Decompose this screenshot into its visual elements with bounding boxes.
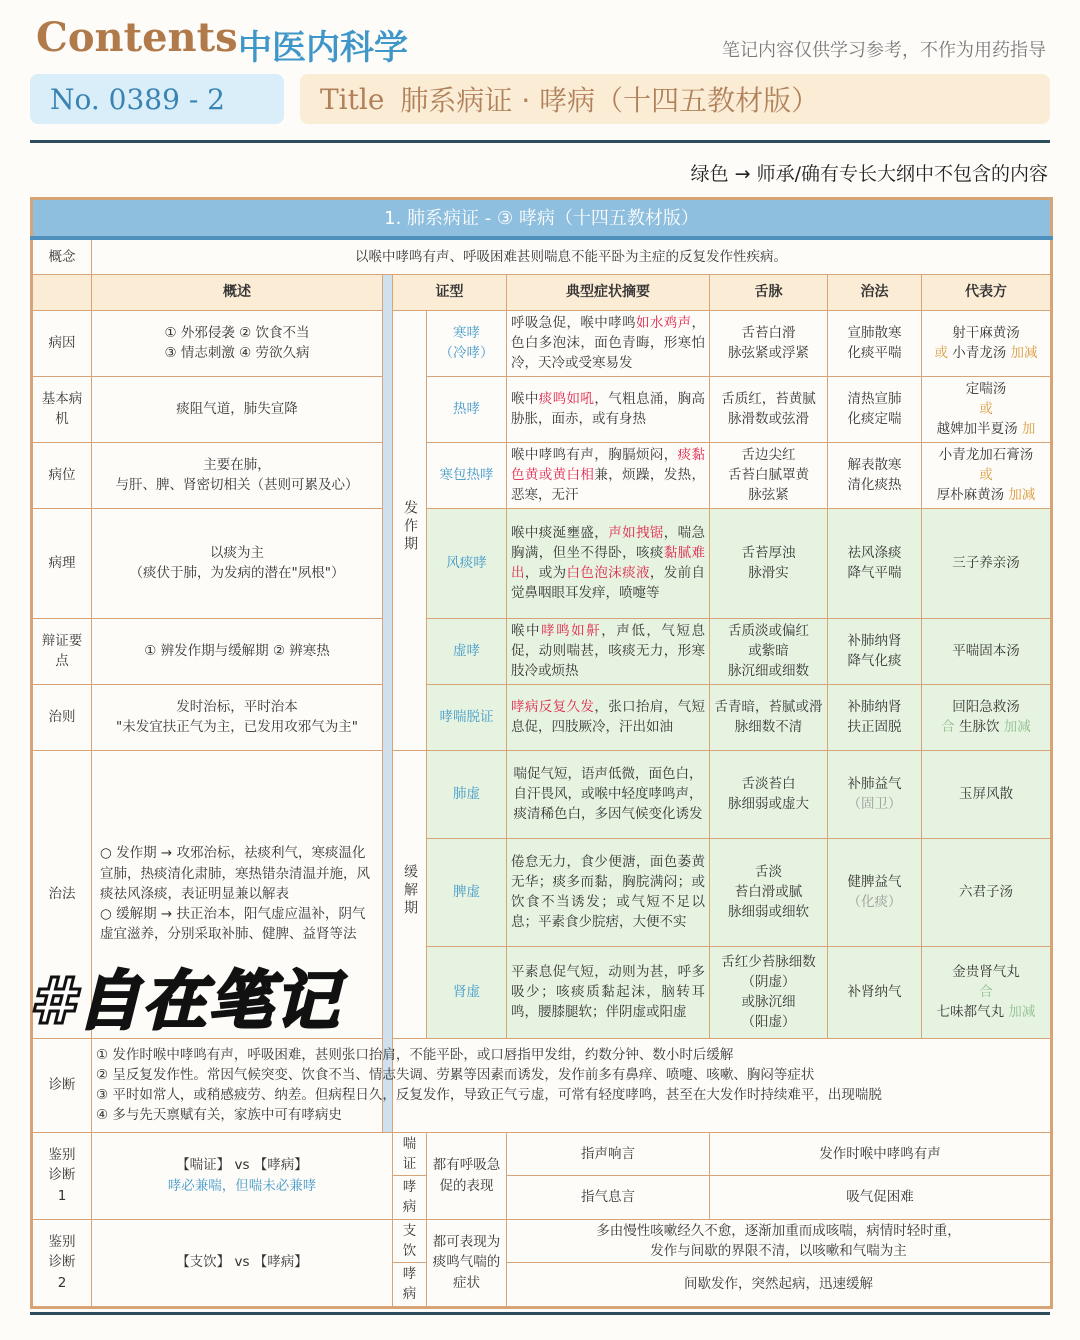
differential-1-b: 哮病 [393,1176,427,1220]
formula-cold-wheeze: 射干麻黄汤 或 小青龙汤 加减 [922,310,1052,376]
symptoms-heat-wheeze: 喉中痰鸣如吼，气粗息涌，胸高胁胀，面赤，或有身热 [507,376,710,442]
syndrome-lung-deficiency: 肺虚 [427,750,507,838]
location-text: 主要在肺， 与肝、脾、肾密切相关（甚则可累及心） [92,442,383,508]
differential-1-b2: 吸气促困难 [710,1176,1052,1220]
symptoms-cold-heat-wheeze: 喉中哮鸣有声，胸膈烦闷，痰黏色黄或黄白相兼，烦躁，发热，恶寒，无汗 [507,442,710,508]
title-bar [300,74,1050,124]
formula-kidney-deficiency: 金贵肾气丸 合 七味都气丸 加减 [922,946,1052,1038]
diagnosis-text: ① 发作时喉中哮鸣有声，呼吸困难，甚则张口抬肩，不能平卧，或口唇指甲发绀，约数分钟、数小时后缓解 ② 呈反复发作性。常因气候突变、饮食不当、情志失调、劳累等因素而诱发，发作前多有鼻痒、喷嚏、咳嗽、胸闷等症状 ③ 平时如常人，或稍感疲劳、纳差。但病程日久，反复发作，导致正气亏虚，可常有轻度哮鸣，甚至在大发作时持续难平，出现喘脱 ④ 多与先天禀赋有关，家族中可有哮病史 [92,1038,1052,1132]
therapy-collapse: 补肺纳肾 扶正固脱 [828,684,922,750]
syndrome-cold-heat-wheeze: 寒包热哮 [427,442,507,508]
differential-2-a-desc: 多由慢性咳嗽经久不愈，逐渐加重而成咳喘，病情时轻时重， 发作与间歇的界限不清，以咳嗽和气喘为主 [507,1219,1052,1263]
title-label: Title [320,82,385,116]
table-caption: 1. 肺系病证 - ③ 哮病（十四五教材版） [32,199,1052,239]
watermark: #自在笔记 [30,965,341,1039]
tongue-spleen-deficiency: 舌淡 苔白滑或腻 脉细弱或细软 [710,838,828,946]
subject-title: 中医内科学 [238,28,408,68]
symptoms-spleen-deficiency: 倦怠无力，食少便溏，面色萎黄无华；痰多而黏，胸脘满闷；或饮食不当诱发；或气短不足以息；平素食少脘痞，大便不实 [507,838,710,946]
therapy-cold-wheeze: 宣肺散寒 化痰平喘 [828,310,922,376]
tongue-kidney-deficiency: 舌红少苔脉细数 （阴虚） 或脉沉细 （阳虚） [710,946,828,1038]
tongue-wind-phlegm-wheeze: 舌苔厚浊 脉滑实 [710,508,828,618]
principle-label: 治则 [32,684,92,750]
formula-deficiency-wheeze: 平喘固本汤 [922,618,1052,684]
formula-cold-heat-wheeze: 小青龙加石膏汤 或 厚朴麻黄汤 加减 [922,442,1052,508]
header-divider [30,140,1050,143]
diagnosis-label: 诊断 [32,1038,92,1132]
method-label: 治法 [32,750,92,1038]
differential-2-compare: 【支饮】 vs 【哮病】 [92,1219,393,1307]
tongue-cold-heat-wheeze: 舌边尖红 舌苔白腻罩黄 脉弦紧 [710,442,828,508]
tongue-lung-deficiency: 舌淡苔白 脉细弱或虚大 [710,750,828,838]
therapy-deficiency-wheeze: 补肺纳肾 降气化痰 [828,618,922,684]
differential-1-compare: 【喘证】 vs 【哮病】 哮必兼喘，但喘未必兼哮 [92,1132,393,1219]
phase-remission: 缓解期 [393,750,427,1038]
location-label: 病位 [32,442,92,508]
header-overview: 概述 [92,274,383,310]
differential-2-a: 支饮 [393,1219,427,1263]
differential-1-common: 都有呼吸急促的表现 [427,1132,507,1219]
concept-text: 以喉中哮鸣有声、呼吸困难甚则喘息不能平卧为主症的反复发作性疾病。 [92,238,1052,274]
symptoms-lung-deficiency: 喘促气短，语声低微，面色白，自汗畏风，或喉中轻度哮鸣声，痰清稀色白，多因气候变化诱发 [507,750,710,838]
therapy-kidney-deficiency: 补肾纳气 [828,946,922,1038]
differential-1-a: 喘证 [393,1132,427,1176]
formula-heat-wheeze: 定喘汤 或 越婢加半夏汤 加 [922,376,1052,442]
mechanism-label: 基本病机 [32,376,92,442]
disclaimer-note: 笔记内容仅供学习参考，不作为用药指导 [722,40,1046,61]
differential-2-label: 鉴别 诊断 2 [32,1219,92,1307]
symptoms-wind-phlegm-wheeze: 喉中痰涎壅盛，声如拽锯，喘急胸满，但坐不得卧，咳痰黏腻难出，或为白色泡沫痰液，发前自觉鼻咽眼耳发痒，喷嚏等 [507,508,710,618]
formula-lung-deficiency: 玉屏风散 [922,750,1052,838]
therapy-wind-phlegm-wheeze: 祛风涤痰 降气平喘 [828,508,922,618]
syndrome-heat-wheeze: 热哮 [427,376,507,442]
symptoms-collapse: 哮病反复久发，张口抬肩，气短息促，四肢厥冷，汗出如油 [507,684,710,750]
syndrome-collapse: 哮喘脱证 [427,684,507,750]
tongue-heat-wheeze: 舌质红，苔黄腻 脉滑数或弦滑 [710,376,828,442]
color-legend: 绿色 → 师承/确有专长大纲中不包含的内容 [690,163,1048,185]
concept-label: 概念 [32,238,92,274]
footer-divider [30,1312,1050,1315]
pathology-text: 以痰为主 （痰伏于肺，为发病的潜在"夙根"） [92,508,383,618]
header-therapy: 治法 [828,274,922,310]
cause-label: 病因 [32,310,92,376]
cause-text: ① 外邪侵袭 ② 饮食不当 ③ 情志刺激 ④ 劳欲久病 [92,310,383,376]
differential-2-b: 哮病 [393,1263,427,1308]
syndrome-cold-wheeze: 寒哮 （冷哮） [427,310,507,376]
syndrome-spleen-deficiency: 脾虚 [427,838,507,946]
tongue-cold-wheeze: 舌苔白滑 脉弦紧或浮紧 [710,310,828,376]
key-points-text: ① 辨发作期与缓解期 ② 辨寒热 [92,618,383,684]
formula-wind-phlegm-wheeze: 三子养亲汤 [922,508,1052,618]
principle-text: 发时治标，平时治本 "未发宜扶正气为主，已发用攻邪气为主" [92,684,383,750]
header-symptoms: 典型症状摘要 [507,274,710,310]
syndrome-kidney-deficiency: 肾虚 [427,946,507,1038]
therapy-cold-heat-wheeze: 解表散寒 清化痰热 [828,442,922,508]
header-tongue-pulse: 舌脉 [710,274,828,310]
therapy-spleen-deficiency: 健脾益气 （化痰） [828,838,922,946]
title-text: 肺系病证 · 哮病（十四五教材版） [400,84,820,117]
differential-2-b-desc: 间歇发作，突然起病，迅速缓解 [507,1263,1052,1308]
symptoms-deficiency-wheeze: 喉中哮鸣如鼾，声低，气短息促，动则喘甚，咳痰无力，形寒肢冷或烦热 [507,618,710,684]
mechanism-text: 痰阻气道，肺失宣降 [92,376,383,442]
summary-table [30,197,1053,1309]
formula-collapse: 回阳急救汤 合 生脉饮 加减 [922,684,1052,750]
differential-1-label: 鉴别 诊断 1 [32,1132,92,1219]
differential-1-a2: 发作时喉中哮鸣有声 [710,1132,1052,1176]
therapy-heat-wheeze: 清热宣肺 化痰定喘 [828,376,922,442]
header-formula: 代表方 [922,274,1052,310]
therapy-lung-deficiency: 补肺益气 （固卫） [828,750,922,838]
note-number: No. 0389 - 2 [30,74,284,124]
header-syndrome: 证型 [393,274,507,310]
symptoms-kidney-deficiency: 平素息促气短，动则为甚，呼多吸少；咳痰质黏起沫，脑转耳鸣，腰膝腿软；伴阴虚或阳虚 [507,946,710,1038]
syndrome-wind-phlegm-wheeze: 风痰哮 [427,508,507,618]
differential-1-a1: 指声响言 [507,1132,710,1176]
phase-attack: 发作期 [393,310,427,750]
key-points-label: 辩证要点 [32,618,92,684]
pathology-label: 病理 [32,508,92,618]
method-text: ○ 发作期 → 攻邪治标，祛痰利气，寒痰温化宣肺，热痰清化肃肺，寒热错杂清温并施，风痰祛风涤痰，表证明显兼以解表 ○ 缓解期 → 扶正治本，阳气虚应温补，阴气虚宜滋养，分别采取补肺、健脾、益肾等法 [92,750,383,1038]
tongue-deficiency-wheeze: 舌质淡或偏红 或紫暗 脉沉细或细数 [710,618,828,684]
differential-1-b1: 指气息言 [507,1176,710,1220]
tongue-collapse: 舌青暗，苔腻或滑 脉细数不清 [710,684,828,750]
symptoms-cold-wheeze: 呼吸急促，喉中哮鸣如水鸡声，色白多泡沫，面色青晦，形寒怕冷，天冷或受寒易发 [507,310,710,376]
formula-spleen-deficiency: 六君子汤 [922,838,1052,946]
contents-label: Contents [36,14,238,61]
syndrome-deficiency-wheeze: 虚哮 [427,618,507,684]
differential-2-common: 都可表现为痰鸣气喘的症状 [427,1219,507,1307]
